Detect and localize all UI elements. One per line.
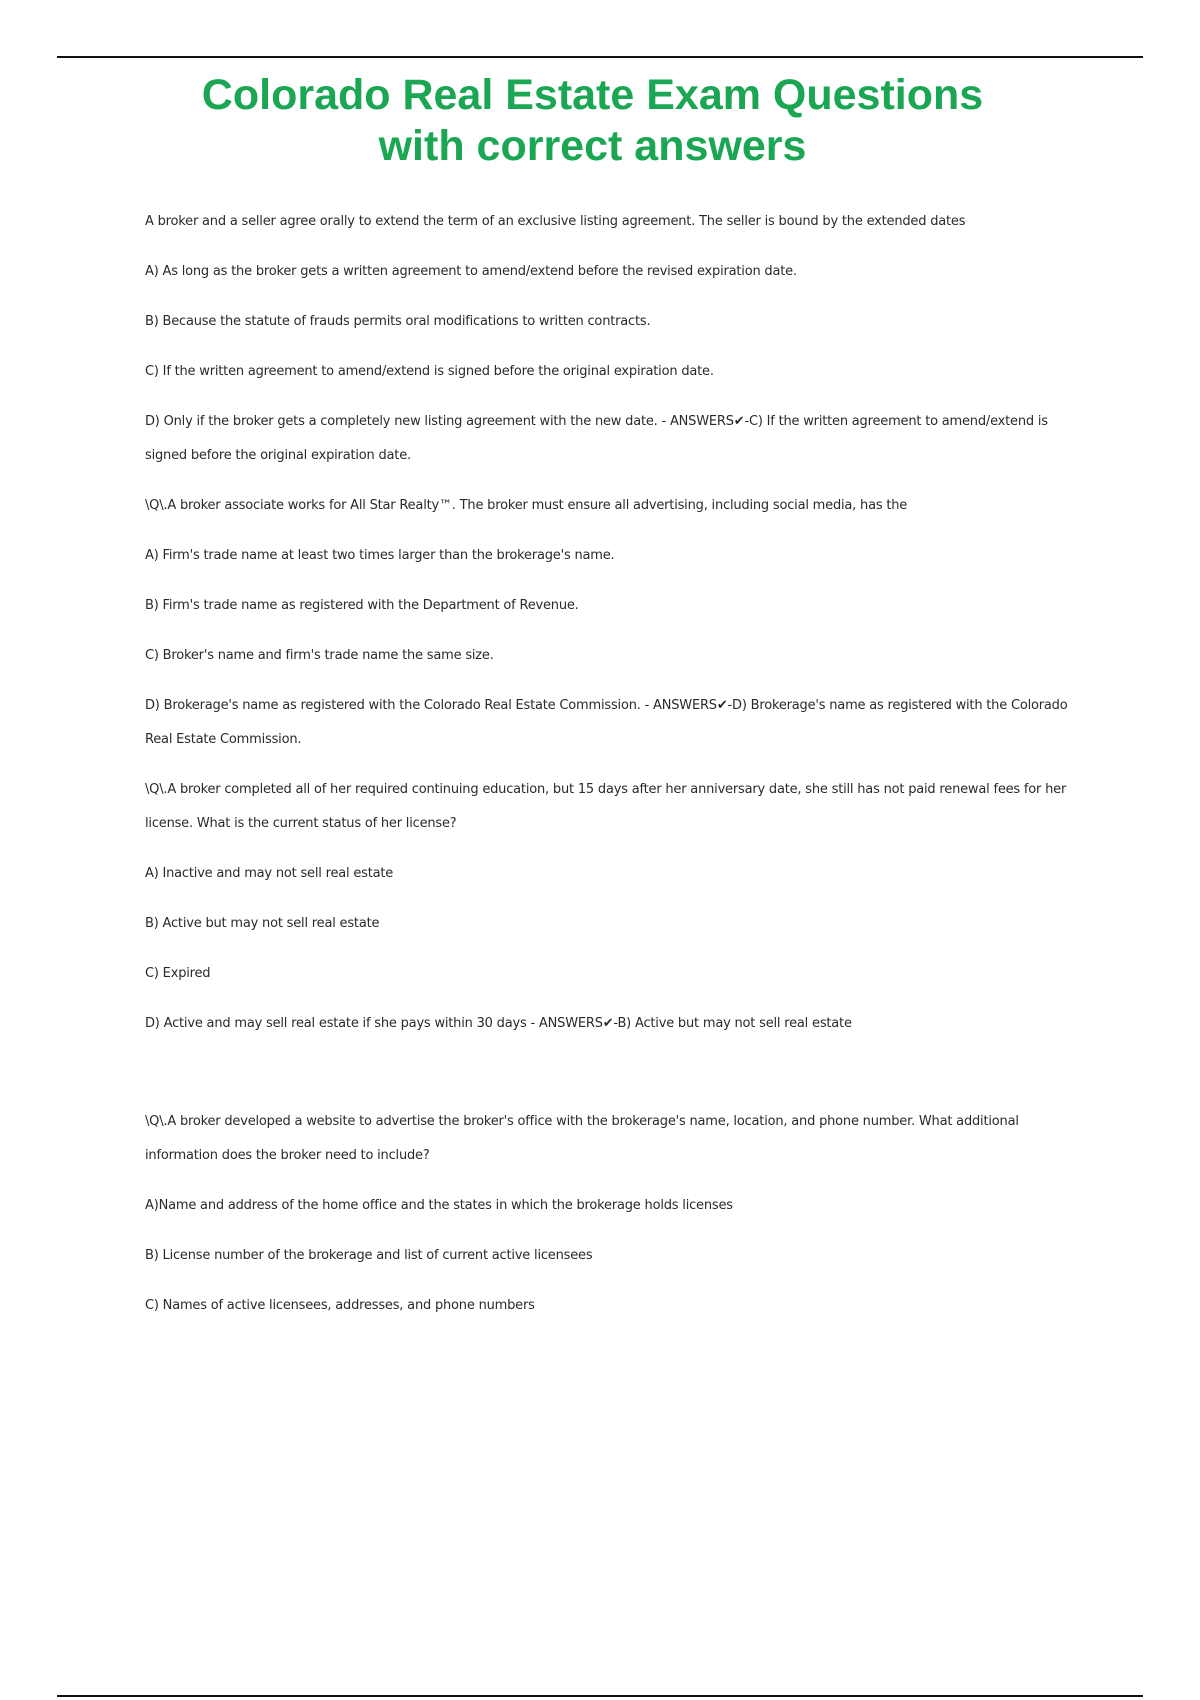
answer-option-b: B) Firm's trade name as registered with the Department of Revenue. <box>145 598 579 613</box>
question-block-2 <box>145 489 1090 757</box>
answer-option-b: B) Because the statute of frauds permits oral modifications to written contracts. <box>145 314 651 329</box>
answer-option-c: C) Broker's name and firm's trade name the same size. <box>145 648 494 663</box>
answer-option-c: C) Names of active licensees, addresses, and phone numbers <box>145 1298 535 1313</box>
answer-option-d-with-answer: D) Active and may sell real estate if she pays within 30 days - ANSWERS✔-B) Active but may not sell real estate <box>145 1016 852 1031</box>
answer-option-c: C) If the written agreement to amend/extend is signed before the original expiration date. <box>145 364 714 379</box>
document-title <box>0 70 1185 172</box>
question-prompt: \Q\.A broker completed all of her required continuing education, but 15 days after her anniversary date, she still has not paid renewal fees for her license. What is the current status of her license? <box>145 782 1067 831</box>
question-block-3 <box>145 773 1090 1041</box>
document-body <box>145 205 1090 1339</box>
answer-option-a: A) As long as the broker gets a written agreement to amend/extend before the revised expiration date. <box>145 264 797 279</box>
answer-option-a: A) Inactive and may not sell real estate <box>145 866 394 881</box>
top-divider <box>57 56 1143 58</box>
answer-option-b: B) Active but may not sell real estate <box>145 916 380 931</box>
title-line-1: Colorado Real Estate Exam Questions <box>201 71 984 119</box>
answer-option-d-with-answer: D) Only if the broker gets a completely new listing agreement with the new date. - ANSWERS✔-C) If the written agreement to amend/extend is signed before the original expiration date. <box>145 414 1048 463</box>
question-prompt: A broker and a seller agree orally to extend the term of an exclusive listing agreement. The seller is bound by the extended dates <box>145 214 966 229</box>
answer-option-a: A) Firm's trade name at least two times larger than the brokerage's name. <box>145 548 615 563</box>
answer-option-a: A)Name and address of the home office and the states in which the brokerage holds licenses <box>145 1198 733 1213</box>
question-block-1 <box>145 205 1090 473</box>
answer-option-c: C) Expired <box>145 966 211 981</box>
answer-option-b: B) License number of the brokerage and list of current active licensees <box>145 1248 593 1263</box>
question-prompt: \Q\.A broker associate works for All Star Realty™. The broker must ensure all advertising, including social media, has the <box>145 498 908 513</box>
question-prompt: \Q\.A broker developed a website to advertise the broker's office with the brokerage's name, location, and phone number. What additional information does the broker need to include? <box>145 1114 1019 1163</box>
title-line-2: with correct answers <box>378 122 807 170</box>
bottom-divider <box>57 1695 1143 1697</box>
answer-option-d-with-answer: D) Brokerage's name as registered with the Colorado Real Estate Commission. - ANSWERS✔-D) Brokerage's name as registered with the Colorado Real Estate Commission. <box>145 698 1068 747</box>
question-block-4 <box>145 1105 1090 1323</box>
